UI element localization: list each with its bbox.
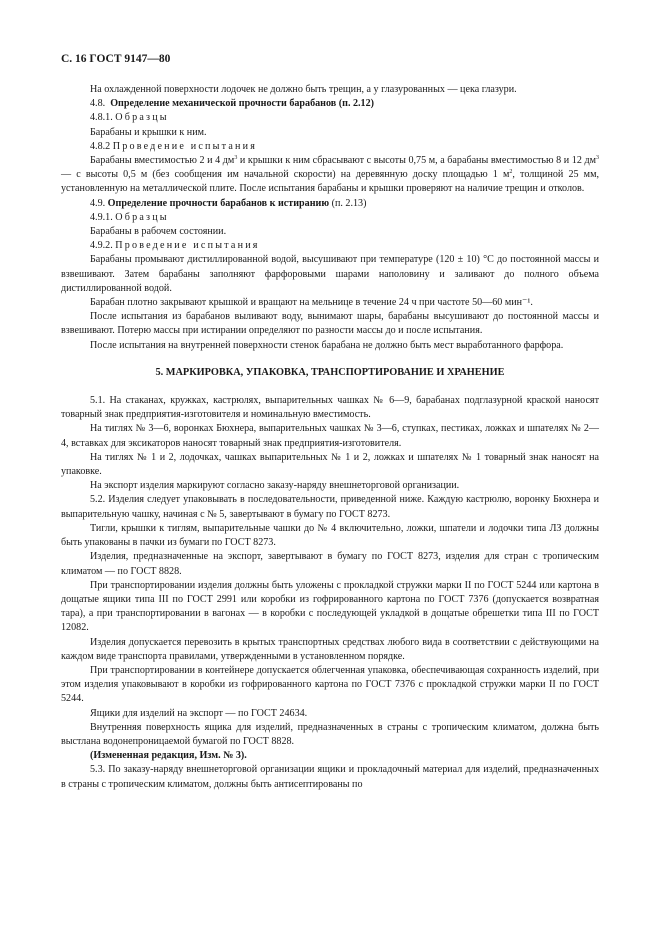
paragraph: Барабаны промывают дистиллированной водой, высушивают при температуре (120 ± 10) °С до постоянной массы и взвешивают. Затем барабаны заполняют фарфоровыми шарами наполовину и заливают до полного объема дистиллированной водой. <box>61 254 599 294</box>
paragraph: Изделия, предназначенные на экспорт, завертывают в бумагу по ГОСТ 8273, изделия для стран с тропическим климатом — по ГОСТ 8828. <box>61 551 599 577</box>
section-title: Определение прочности барабанов к истиранию <box>107 197 330 209</box>
paragraph: На экспорт изделия маркируют согласно заказу-наряду внешнеторговой организации. <box>90 480 460 492</box>
text-run: Барабаны вместимостью 2 и 4 дм <box>90 155 235 167</box>
section-title: Образцы <box>115 211 169 223</box>
subsection-4-8-2 <box>61 140 599 154</box>
document-page <box>61 52 599 792</box>
paragraph: На тиглях № 1 и 2, лодочках, чашках выпарительных № 1 и 2, ложках и шпателях № 1 товарный знак наносят на упаковке. <box>61 451 599 478</box>
paragraph: На тиглях № 3—6, воронках Бюхнера, выпарительных чашках № 3—6, ступках, пестиках, ложках и шпателях № 2—4, вставках для эксикаторов наносят товарный знак предприятия-изготовителя. <box>61 423 599 449</box>
paragraph: При транспортировании изделия должны быть уложены с прокладкой стружки марки II по ГОСТ 5244 или картона в дощатые ящики типа III по ГОСТ 2991 или коробки из гофрированного картона по ГОСТ 7376 (допускается возвратная тара), а при транспортировании в вагонах — в коробки с последующей укладкой в дощатые обрешетки типа III по ГОСТ 12082. <box>61 579 599 634</box>
section-number: 4.9.1. <box>90 211 113 223</box>
section-title: Проведение испытания <box>115 240 260 252</box>
section-number: 4.8.2 <box>90 140 111 152</box>
subsection-4-9 <box>61 197 599 211</box>
text-run: и крышки к ним сбрасывают с высоты 0,75 м, а барабаны вместимостью 8 и 12 дм <box>237 155 597 167</box>
subsection-4-9-2 <box>61 239 599 253</box>
superscript: 2 <box>509 169 513 176</box>
superscript: 3 <box>596 155 600 162</box>
subsection-4-9-1 <box>61 211 599 225</box>
paragraph: Барабаны и крышки к ним. <box>90 126 207 138</box>
paragraph: После испытания на внутренней поверхности стенок барабана не должно быть мест выработанного фарфора. <box>90 339 564 351</box>
paragraph: Барабан плотно закрывают крышкой и вращают на мельнице в течение 24 ч при частоте 50—60 мин⁻¹. <box>90 297 533 309</box>
section-title: Определение механической прочности барабанов <box>110 98 337 110</box>
paragraph: На охлажденной поверхности лодочек не должно быть трещин, а у глазурованных — цека глазури. <box>90 84 517 95</box>
section-title: Проведение испытания <box>112 140 258 152</box>
section-number: 4.9. <box>90 197 106 209</box>
section-number: 4.8. <box>90 98 106 110</box>
paragraph: Тигли, крышки к тиглям, выпарительные чашки до № 4 включительно, ложки, шпатели и лодочки типа ЛЗ должны быть упакованы в пачки из бумаги по ГОСТ 8273. <box>61 522 599 549</box>
subsection-4-8-1 <box>61 111 599 125</box>
paragraph: 5.3. По заказу-наряду внешнеторговой организации ящики и прокладочный материал для изделий, предназначенных в страны с тропическим климатом, должны быть антисептированы по <box>61 764 599 790</box>
section-number: 4.9.2. <box>90 240 113 252</box>
paragraph: Внутренняя поверхность ящика для изделий, предназначенных в страны с тропическим климатом, должна быть выстлана водонепроницаемой бумагой по ГОСТ 8828. <box>61 721 599 747</box>
page-header: С. 16 ГОСТ 9147—80 <box>61 53 171 65</box>
section-number: 4.8.1. <box>90 112 113 124</box>
paragraph: После испытания из барабанов выливают воду, вынимают шары, барабаны высушивают до постоянной массы и взвешивают. Потерю массы при истирании определяют по разности массы до и после испытания. <box>61 311 599 337</box>
paragraph: Ящики для изделий на экспорт — по ГОСТ 24634. <box>90 707 308 719</box>
paragraph: 5.2. Изделия следует упаковывать в последовательности, приведенной ниже. Каждую кастрюлю, воронку Бюхнера и выпарительную чашку, начиная с № 5, завертывают в бумагу по ГОСТ 8273. <box>61 494 599 520</box>
paragraph: 5.1. На стаканах, кружках, кастрюлях, выпарительных чашках № 6—9, барабанах подглазурной краской наносят товарный знак предприятия-изготовителя и номинальную вместимость. <box>61 395 599 421</box>
paragraph-4-8-2 <box>61 154 599 197</box>
subsection-4-8 <box>61 97 599 111</box>
section-ref: (п. 2.13) <box>331 197 367 209</box>
section-title: Образцы <box>115 112 169 124</box>
paragraph: Барабаны в рабочем состоянии. <box>90 226 227 238</box>
paragraph: При транспортировании в контейнере допускается облегченная упаковка, обеспечивающая сохранность изделий, при этом изделия упаковывают в коробки из гофрированного картона по ГОСТ 7376 с прокладкой стружки марки II по ГОСТ 5244. <box>61 664 599 705</box>
section-5-title: 5. МАРКИРОВКА, УПАКОВКА, ТРАНСПОРТИРОВАНИЕ И ХРАНЕНИЕ <box>155 366 505 378</box>
superscript: 3 <box>234 155 238 162</box>
amendment-note: (Измененная редакция, Изм. № 3). <box>90 750 247 762</box>
paragraph: Изделия допускается перевозить в крытых транспортных средствах любого вида в соответствии с действующими на каждом виде транспорта правилами, утвержденными в установленном порядке. <box>61 636 599 662</box>
section-ref: (п. 2.12) <box>338 98 375 110</box>
text-run: , толщиной 25 мм, установленную на металлической плите. После испытания барабаны и крышки проверяют на наличие трещин и отколов. <box>61 169 599 195</box>
text-run: — с высоты 0,5 м (без сообщения им начальной скорости) на деревянную доску площадью 1 м <box>61 169 510 181</box>
